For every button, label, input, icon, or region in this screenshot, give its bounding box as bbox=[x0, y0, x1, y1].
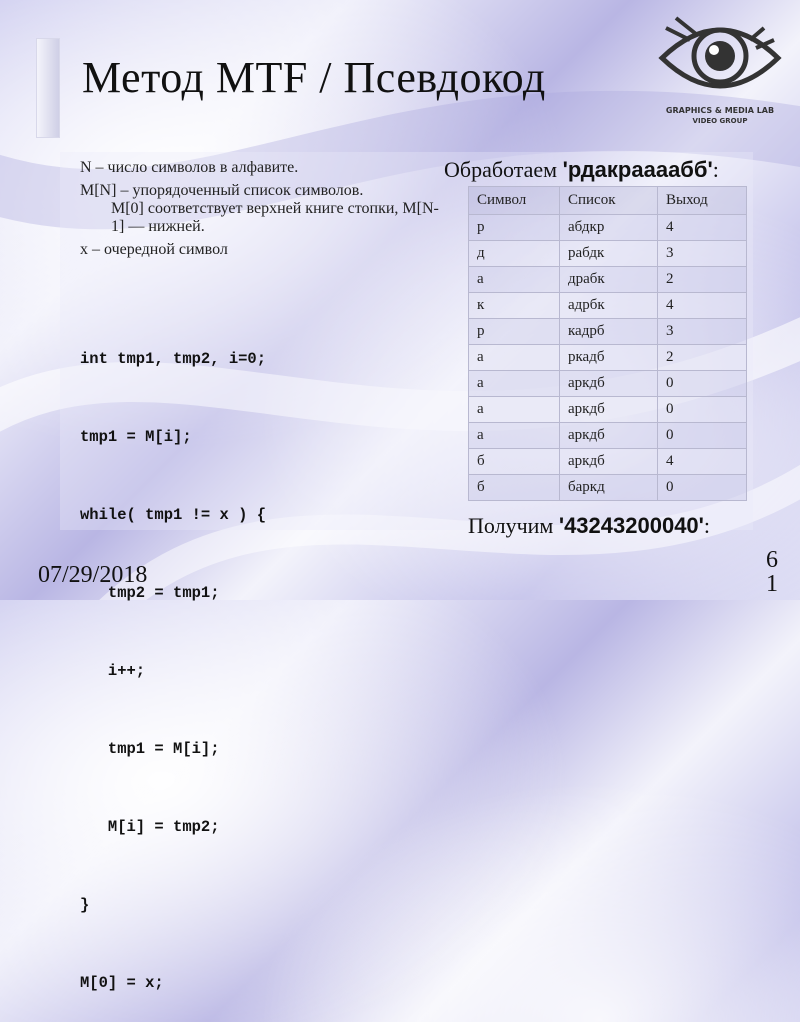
cell-list: аркдб bbox=[560, 397, 658, 423]
code-line: M[i] = tmp2; bbox=[80, 818, 220, 836]
process-suffix: : bbox=[712, 157, 719, 182]
cell-list: аркдб bbox=[560, 423, 658, 449]
eye-logo-icon bbox=[656, 10, 784, 104]
cell-symbol: р bbox=[469, 215, 560, 241]
table-row bbox=[469, 449, 747, 475]
table-row bbox=[469, 475, 747, 501]
page-number bbox=[764, 548, 780, 596]
cell-list: драбк bbox=[560, 267, 658, 293]
result-line bbox=[468, 513, 710, 539]
code-line: tmp1 = M[i]; bbox=[80, 428, 192, 446]
cell-symbol: а bbox=[469, 423, 560, 449]
code-line: int tmp1, tmp2, i=0; bbox=[80, 350, 267, 368]
cell-symbol: б bbox=[469, 449, 560, 475]
cell-output: 0 bbox=[658, 371, 747, 397]
header-symbol: Символ bbox=[469, 187, 560, 215]
cell-output: 0 bbox=[658, 423, 747, 449]
cell-list: адрбк bbox=[560, 293, 658, 319]
cell-list: абдкр bbox=[560, 215, 658, 241]
logo-text-line2: VIDEO GROUP bbox=[692, 117, 748, 125]
header-output: Выход bbox=[658, 187, 747, 215]
cell-list: аркдб bbox=[560, 449, 658, 475]
result-label: Получим bbox=[468, 513, 559, 538]
cell-output: 2 bbox=[658, 267, 747, 293]
process-label: Обработаем bbox=[444, 157, 563, 182]
cell-symbol: б bbox=[469, 475, 560, 501]
cell-list: баркд bbox=[560, 475, 658, 501]
table-row bbox=[469, 345, 747, 371]
cell-output: 4 bbox=[658, 449, 747, 475]
pseudocode-block bbox=[80, 294, 266, 1022]
decorative-bar bbox=[36, 38, 60, 138]
mtf-table bbox=[468, 186, 747, 501]
definition-m: M[N] – упорядоченный список символов. bbox=[80, 182, 364, 199]
code-line: tmp1 = M[i]; bbox=[80, 740, 220, 758]
cell-list: аркдб bbox=[560, 371, 658, 397]
cell-symbol: р bbox=[469, 319, 560, 345]
page-number-digit: 6 bbox=[766, 547, 778, 573]
table-header-row bbox=[469, 187, 747, 215]
definitions bbox=[80, 159, 450, 264]
header-list: Список bbox=[560, 187, 658, 215]
code-line: tmp2 = tmp1; bbox=[80, 584, 220, 602]
definition-m-detail: M[0] соответствует верхней книге стопки, M[N-1] — нижней. bbox=[111, 200, 439, 235]
definition-x: x – очередной символ bbox=[80, 241, 228, 258]
logo-text-line1: GRAPHICS & MEDIA LAB bbox=[665, 106, 775, 115]
graphics-media-lab-logo bbox=[650, 10, 790, 130]
code-line: } bbox=[80, 896, 90, 914]
definition-n: N – число символов в алфавите. bbox=[80, 159, 299, 176]
result-output: '43243200040' bbox=[558, 513, 704, 538]
cell-symbol: д bbox=[469, 241, 560, 267]
result-suffix: : bbox=[703, 513, 711, 538]
code-line: M[0] = x; bbox=[80, 974, 164, 992]
cell-output: 4 bbox=[658, 215, 747, 241]
table-row bbox=[469, 241, 747, 267]
cell-output: 0 bbox=[658, 397, 747, 423]
page-number-digit: 1 bbox=[766, 571, 778, 597]
cell-output: 4 bbox=[658, 293, 747, 319]
table-row bbox=[469, 397, 747, 423]
cell-list: кадрб bbox=[560, 319, 658, 345]
cell-output: 0 bbox=[658, 475, 747, 501]
cell-symbol: а bbox=[469, 371, 560, 397]
slide-date: 07/29/2018 bbox=[38, 562, 148, 588]
cell-output: 3 bbox=[658, 319, 747, 345]
cell-symbol: а bbox=[469, 267, 560, 293]
table-row bbox=[469, 319, 747, 345]
table-row bbox=[469, 215, 747, 241]
code-line: while( tmp1 != x ) { bbox=[80, 506, 267, 524]
table-row bbox=[469, 293, 747, 319]
process-heading bbox=[444, 157, 719, 183]
cell-list: рабдк bbox=[560, 241, 658, 267]
cell-symbol: к bbox=[469, 293, 560, 319]
cell-output: 3 bbox=[658, 241, 747, 267]
table-row bbox=[469, 267, 747, 293]
table-row bbox=[469, 371, 747, 397]
process-input: 'рдакраааабб' bbox=[562, 157, 713, 182]
code-line: i++; bbox=[80, 662, 146, 680]
cell-output: 2 bbox=[658, 345, 747, 371]
cell-symbol: а bbox=[469, 397, 560, 423]
cell-symbol: а bbox=[469, 345, 560, 371]
table-row bbox=[469, 423, 747, 449]
slide-title: Метод MTF / Псевдокод bbox=[82, 53, 546, 102]
cell-list: ркадб bbox=[560, 345, 658, 371]
